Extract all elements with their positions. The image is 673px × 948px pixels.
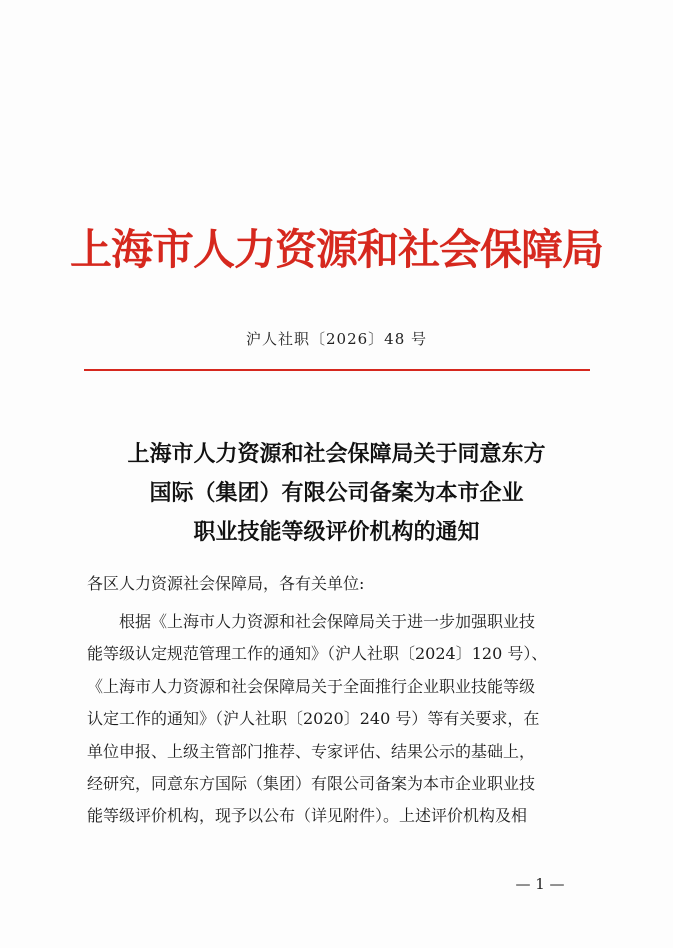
body-line-6: 经研究，同意东方国际（集团）有限公司备案为本市企业职业技 <box>87 773 536 793</box>
document-title <box>0 435 673 552</box>
body-line-3: 《上海市人力资源和社会保障局关于全面推行企业职业技能等级 <box>87 676 536 696</box>
title-line-2: 国际（集团）有限公司备案为本市企业 <box>149 480 524 506</box>
red-separator-line <box>84 369 590 371</box>
body-line-2: 能等级认定规范管理工作的通知》（沪人社职〔2024〕120 号）、 <box>87 644 548 664</box>
title-line-3: 职业技能等级评价机构的通知 <box>193 519 480 545</box>
page-number: — 1 — <box>515 875 565 893</box>
body-line-5: 单位申报、上级主管部门推荐、专家评估、结果公示的基础上， <box>87 741 536 761</box>
title-line-1: 上海市人力资源和社会保障局关于同意东方 <box>127 441 546 467</box>
issuing-authority-header: 上海市人力资源和社会保障局 <box>69 225 603 274</box>
body-paragraph <box>87 606 587 833</box>
document-number: 沪人社职〔2026〕48 号 <box>245 330 428 348</box>
body-line-4: 认定工作的通知》（沪人社职〔2020〕240 号）等有关要求，在 <box>87 709 540 729</box>
salutation: 各区人力资源社会保障局，各有关单位: <box>87 574 365 593</box>
body-line-7: 能等级评价机构，现予以公布（详见附件）。上述评价机构及相 <box>87 806 528 826</box>
body-line-1: 根据《上海市人力资源和社会保障局关于进一步加强职业技 <box>119 612 536 631</box>
